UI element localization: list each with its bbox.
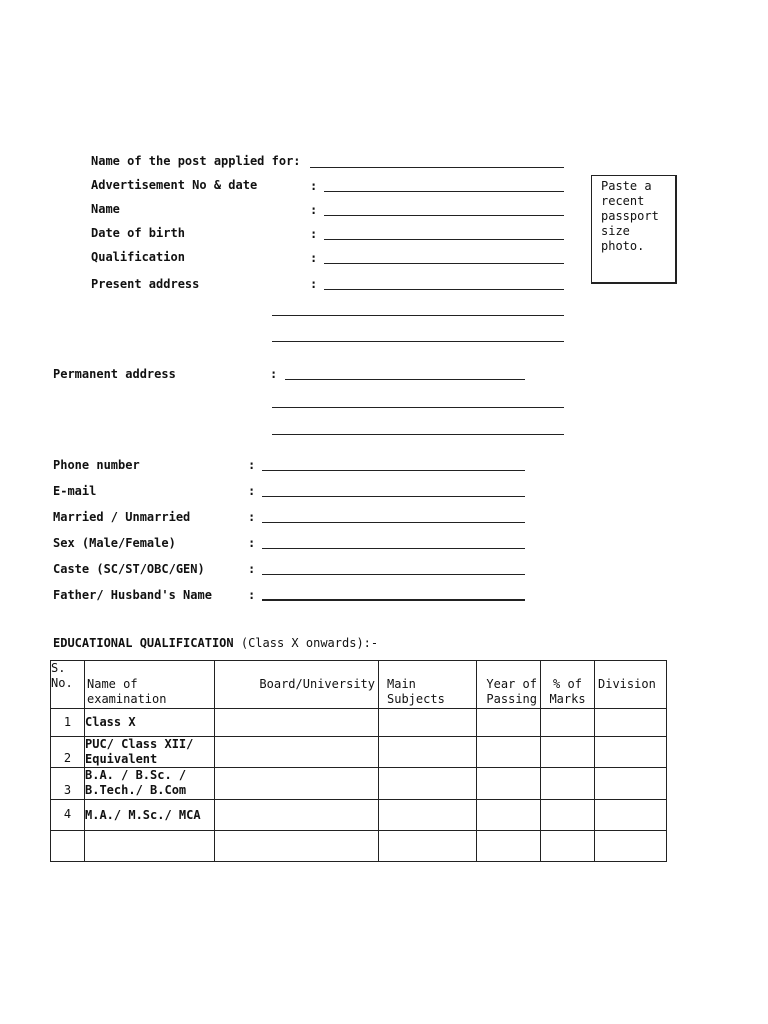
qualification-field[interactable]	[324, 263, 564, 264]
sex-colon: :	[248, 536, 256, 550]
row-sno: 1	[51, 709, 85, 737]
present-address-label: Present address	[91, 277, 200, 291]
row-marks-cell[interactable]	[541, 709, 595, 737]
dob-colon: :	[310, 227, 318, 241]
row-subjects-cell[interactable]	[379, 737, 477, 768]
permanent-address-label: Permanent address	[53, 367, 176, 381]
row-marks-cell[interactable]	[541, 737, 595, 768]
row-year-cell[interactable]	[477, 737, 541, 768]
advertisement-colon: :	[310, 179, 318, 193]
present-address-colon: :	[310, 277, 318, 291]
passport-photo-box: Paste a recent passport size photo.	[591, 175, 677, 284]
education-table	[50, 660, 667, 862]
row-exam-name: PUC/ Class XII/ Equivalent	[85, 737, 215, 768]
permanent-address-line-3[interactable]	[272, 434, 564, 435]
father-husband-label: Father/ Husband's Name	[53, 588, 212, 602]
row-division-cell[interactable]	[595, 737, 667, 768]
email-field[interactable]	[262, 496, 525, 497]
phone-field[interactable]	[262, 470, 525, 471]
permanent-address-colon: :	[270, 367, 278, 381]
table-row	[51, 768, 667, 800]
permanent-address-line-2[interactable]	[272, 407, 564, 408]
row-division-cell[interactable]	[595, 800, 667, 831]
email-colon: :	[248, 484, 256, 498]
row-marks-cell[interactable]	[541, 800, 595, 831]
header-subjects: Main Subjects	[379, 661, 477, 709]
caste-label: Caste (SC/ST/OBC/GEN)	[53, 562, 205, 576]
present-address-field[interactable]	[324, 289, 564, 290]
row-sno[interactable]	[51, 831, 85, 862]
name-label: Name	[91, 202, 120, 216]
table-row	[51, 831, 667, 862]
present-address-line-3[interactable]	[272, 341, 564, 342]
row-sno: 3	[51, 768, 85, 800]
row-exam-name: B.A. / B.Sc. / B.Tech./ B.Com	[85, 768, 215, 800]
row-division-cell[interactable]	[595, 709, 667, 737]
caste-colon: :	[248, 562, 256, 576]
table-row	[51, 709, 667, 737]
advertisement-label: Advertisement No & date	[91, 178, 258, 192]
row-year-cell[interactable]	[477, 831, 541, 862]
education-title-rest: (Class X onwards):-	[233, 636, 379, 650]
marital-status-field[interactable]	[262, 522, 525, 523]
row-year-cell[interactable]	[477, 709, 541, 737]
sex-field[interactable]	[262, 548, 525, 549]
row-exam-name[interactable]	[85, 831, 215, 862]
header-marks: % of Marks	[541, 661, 595, 709]
row-division-cell[interactable]	[595, 768, 667, 800]
sex-label: Sex (Male/Female)	[53, 536, 176, 550]
header-sno: S. No.	[51, 661, 85, 709]
qualification-colon: :	[310, 251, 318, 265]
row-year-cell[interactable]	[477, 768, 541, 800]
row-sno: 2	[51, 737, 85, 768]
marital-status-label: Married / Unmarried	[53, 510, 191, 524]
row-marks-cell[interactable]	[541, 768, 595, 800]
present-address-line-2[interactable]	[272, 315, 564, 316]
row-division-cell[interactable]	[595, 831, 667, 862]
father-husband-field[interactable]	[262, 599, 525, 601]
row-sno: 4	[51, 800, 85, 831]
phone-label: Phone number	[53, 458, 140, 472]
marital-status-colon: :	[248, 510, 256, 524]
row-subjects-cell[interactable]	[379, 800, 477, 831]
header-division: Division	[595, 661, 667, 709]
name-field[interactable]	[324, 215, 564, 216]
table-row	[51, 800, 667, 831]
permanent-address-field[interactable]	[285, 379, 525, 380]
education-title-bold: EDUCATIONAL QUALIFICATION	[53, 636, 234, 650]
education-header-row	[51, 661, 667, 709]
row-board-cell[interactable]	[215, 831, 379, 862]
table-row	[51, 737, 667, 768]
row-exam-name: Class X	[85, 709, 215, 737]
post-applied-field[interactable]	[310, 167, 564, 168]
phone-colon: :	[248, 458, 256, 472]
education-section-title	[53, 636, 378, 650]
father-husband-colon: :	[248, 588, 256, 602]
row-board-cell[interactable]	[215, 737, 379, 768]
caste-field[interactable]	[262, 574, 525, 575]
qualification-label: Qualification	[91, 250, 185, 264]
row-subjects-cell[interactable]	[379, 709, 477, 737]
row-board-cell[interactable]	[215, 709, 379, 737]
header-year: Year of Passing	[477, 661, 541, 709]
header-exam: Name of examination	[85, 661, 215, 709]
row-subjects-cell[interactable]	[379, 831, 477, 862]
name-colon: :	[310, 203, 318, 217]
email-label: E-mail	[53, 484, 97, 498]
row-exam-name: M.A./ M.Sc./ MCA	[85, 800, 215, 831]
row-subjects-cell[interactable]	[379, 768, 477, 800]
post-applied-label: Name of the post applied for:	[91, 154, 301, 168]
row-board-cell[interactable]	[215, 800, 379, 831]
dob-field[interactable]	[324, 239, 564, 240]
row-marks-cell[interactable]	[541, 831, 595, 862]
header-board: Board/University	[215, 661, 379, 709]
row-board-cell[interactable]	[215, 768, 379, 800]
advertisement-field[interactable]	[324, 191, 564, 192]
dob-label: Date of birth	[91, 226, 185, 240]
row-year-cell[interactable]	[477, 800, 541, 831]
